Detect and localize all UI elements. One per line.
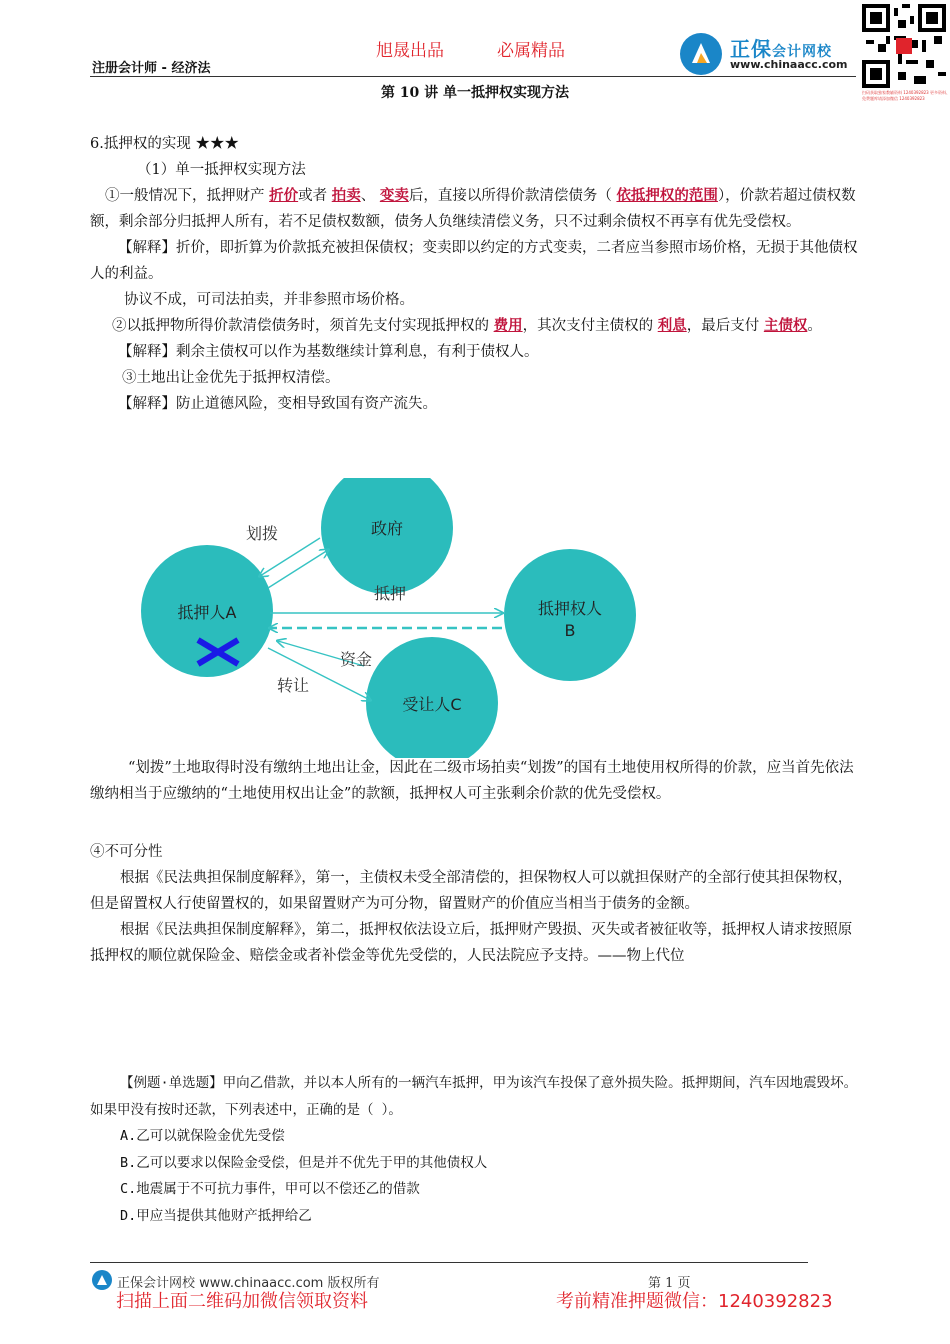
course-title: 注册会计师 - 经济法	[92, 61, 211, 76]
header-divider	[90, 76, 856, 77]
label-mortgage: 抵押	[373, 584, 407, 603]
exam-option-a: A.乙可以就保险金优先受偿	[120, 1128, 285, 1144]
explanation-3: 【解释】防止道德风险，变相导致国有资产流失。	[118, 396, 437, 412]
footer-promo-left: 扫描上面二维码加微信领取资料	[116, 1291, 368, 1312]
brand-url: www.chinaacc.com	[730, 58, 848, 71]
label-funds: 资金	[339, 650, 373, 669]
paragraph-allocation: “划拨”土地取得时没有缴纳土地出让金，因此在二级市场拍卖“划拨”的国有土地使用权所得的价款，应当首先依法缴纳相当于应缴纳的“土地使用权出让金”的款额，抵押权人可主张剩余价款的优先受偿权。	[90, 760, 854, 802]
paragraph-indivisibility-1: 根据《民法典担保制度解释》，第一，主债权未受全部清偿的，担保物权人可以就担保财产的全部行使其担保物权，但是留置权人行使留置权的，如果留置财产为可分物，留置财产的价值应当相当于债务的金额。	[90, 870, 853, 912]
exam-stem: 【例题·单选题】甲向乙借款，并以本人所有的一辆汽车抵押，甲为该汽车投保了意外损失险。抵押期间，汽车因地震毁坏。如果甲没有按时还款，下列表述中，正确的是（ ）。	[90, 1075, 858, 1118]
section-subheading: （1）单一抵押权实现方法	[137, 162, 306, 178]
lecture-title: 第 10 讲 单一抵押权实现方法	[380, 85, 570, 101]
brand-name: 正保会计网校	[730, 37, 832, 61]
label-mortgagee-line2: B	[564, 621, 576, 640]
qr-note: 扫码获取独家教辅资料 1240392823 更多资料、免费题库请添加微信 1240392823	[862, 90, 950, 101]
arrow-allocation-1	[260, 538, 320, 576]
paragraph-4: ②以抵押物所得价款清偿债务时，须首先支付实现抵押权的 费用，其次支付主债权的 利息，最后支付 主债权。	[112, 317, 822, 334]
paragraph-6: ③土地出让金优先于抵押权清偿。	[122, 370, 340, 386]
exam-question	[90, 1070, 862, 1229]
slogan-left: 旭晟出品	[376, 41, 444, 61]
paragraph-1: ①一般情况下，抵押财产 折价或者 拍卖、 变卖后，直接以所得价款清偿债务（ 依抵押权的范围），价款若超过债权数额，剩余部分归抵押人所有，若不足债权数额，债务人负继续清偿义务，只不过剩余债权不再享有优先受偿权。	[90, 187, 856, 230]
slogan-right: 必属精品	[497, 41, 565, 61]
label-allocation: 划拨	[245, 524, 279, 543]
arrow-allocation-2	[268, 550, 328, 588]
label-government: 政府	[370, 519, 404, 538]
subheading-indivisibility: ④不可分性	[90, 844, 163, 860]
paragraph-3: 协议不成，可司法拍卖，并非参照市场价格。	[124, 292, 414, 308]
footer-page-number: 第 1 页	[648, 1276, 691, 1291]
section-content	[90, 131, 862, 417]
mortgage-diagram	[120, 478, 660, 758]
label-mortgagor: 抵押人A	[177, 603, 237, 622]
explanation-1: 【解释】折价，即折算为价款抵充被担保债权；变卖即以约定的方式变卖，二者应当参照市场价格，无损于其他债权人的利益。	[90, 240, 858, 282]
exam-option-c: C.地震属于不可抗力事件，甲可以不偿还乙的借款	[120, 1181, 420, 1197]
footer-logo-icon	[92, 1270, 112, 1290]
label-mortgagee-line1: 抵押权人	[537, 599, 603, 618]
exam-option-b: B.乙可以要求以保险金受偿，但是并不优先于甲的其他债权人	[120, 1154, 488, 1171]
footer-copyright: 正保会计网校 www.chinaacc.com 版权所有	[117, 1276, 380, 1291]
exam-option-d: D.甲应当提供其他财产抵押给乙	[120, 1207, 312, 1224]
brand-logo-icon	[680, 33, 722, 75]
explanation-2: 【解释】剩余主债权可以作为基数继续计算利息，有利于债权人。	[118, 344, 539, 360]
after-diagram-content	[90, 755, 862, 969]
section-heading: 6.抵押权的实现 ★★★	[90, 136, 239, 152]
qr-code-icon	[862, 4, 946, 88]
footer-promo-right: 考前精准押题微信：1240392823	[556, 1291, 833, 1312]
label-transferee: 受让人C	[402, 695, 462, 714]
label-transfer: 转让	[276, 676, 310, 695]
paragraph-indivisibility-2: 根据《民法典担保制度解释》，第二，抵押权依法设立后，抵押财产毁损、灭失或者被征收等，抵押权人请求按照原抵押权的顺位就保险金、赔偿金或者补偿金等优先受偿的，人民法院应予支持。——物上代位	[90, 922, 853, 964]
footer-divider	[90, 1262, 808, 1263]
